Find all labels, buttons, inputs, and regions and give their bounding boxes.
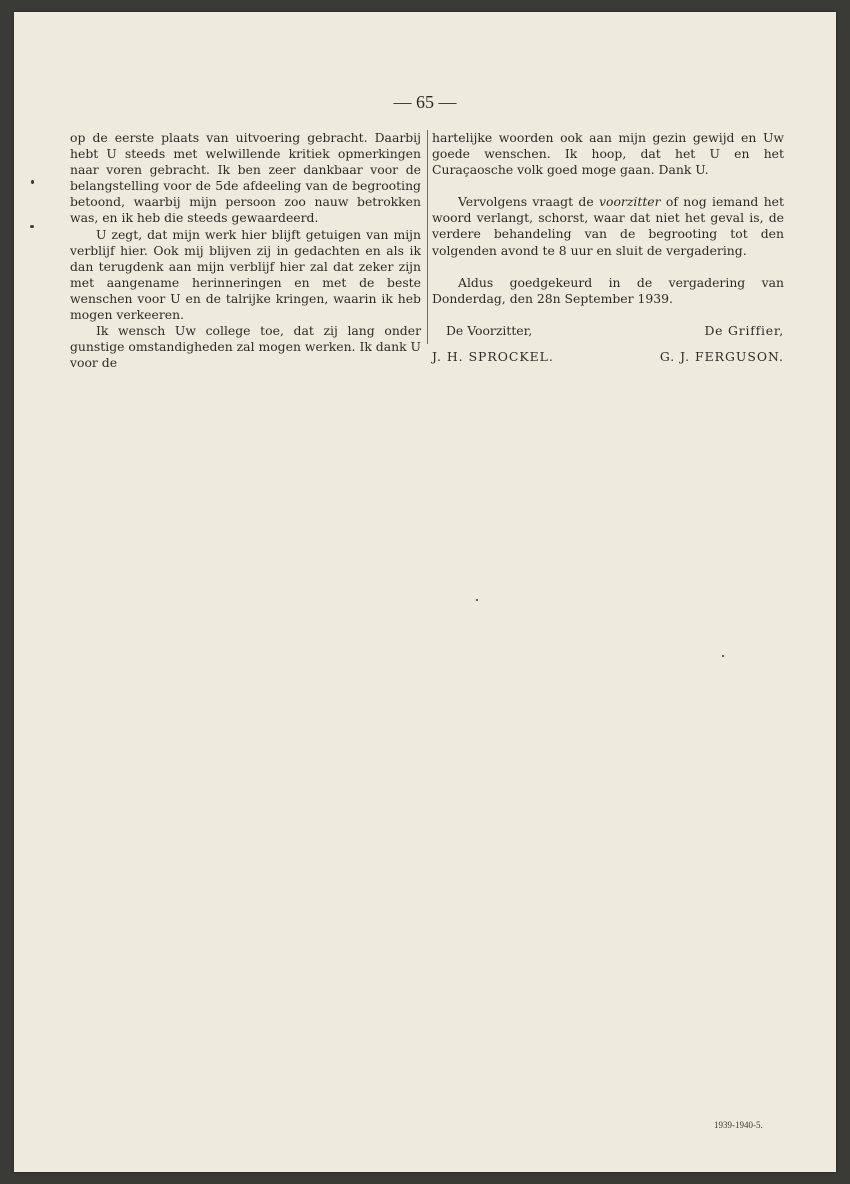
left-paragraph-2: U zegt, dat mijn werk hier blijft getuigen van mijn verblijf hier. Ook mij blijven zij in gedachten en als ik dan terugdenk aan mijn verblijf hier zal dat zeker zijn met aangename herinneringen en met de beste wenschen voor U en de talrijke kringen, waarin ik heb mogen verkeeren.: [70, 226, 421, 323]
footer-code: 1939-1940-5.: [714, 1120, 763, 1130]
right-paragraph-1: hartelijke woorden ook aan mijn gezin gewijd en Uw goede wenschen. Ik hoop, dat het U en het Curaçaosche volk goed moge gaan. Dank U.: [432, 130, 784, 178]
paper-speck: [31, 180, 34, 184]
signature-titles: [432, 323, 784, 339]
right-paragraph-3: Aldus goedgekeurd in de vergadering van Donderdag, den 28n September 1939.: [432, 274, 784, 306]
column-divider: [427, 130, 428, 344]
chair-name: J. H. SPROCKEL.: [432, 348, 554, 364]
closing-text-after: of nog iemand het woord verlangt, schorst, waar dat niet het geval is, de verdere behandeling van de begrooting tot den volgenden avond te 8 uur en sluit de vergadering.: [432, 194, 784, 258]
document-page: [14, 12, 836, 1172]
clerk-title: De Griffier,: [704, 322, 784, 338]
paper-speck: [476, 599, 478, 601]
left-paragraph-3: Ik wensch Uw college toe, dat zij lang onder gunstige omstandigheden zal mogen werken. Ik dank U voor de: [70, 323, 421, 371]
left-column: [70, 130, 421, 371]
chair-title: De Voorzitter,: [446, 322, 533, 338]
left-paragraph-1: op de eerste plaats van uitvoering gebracht. Daarbij hebt U steeds met welwillende kritiek opmerkingen naar voren gebracht. Ik ben zeer dankbaar voor de belangstelling voor de 5de afdeeling van de begrooting betoond, waarbij mijn persoon zoo nauw betrokken was, en ik heb die steeds gewaardeerd.: [70, 130, 421, 226]
clerk-name: G. J. FERGUSON.: [659, 348, 784, 364]
paper-speck: [722, 655, 724, 657]
page-number: — 65 —: [393, 92, 457, 112]
paper-speck: [30, 225, 34, 228]
signature-names: [432, 349, 784, 365]
right-paragraph-2: [432, 194, 784, 258]
right-column: [432, 130, 784, 365]
closing-text-before: Vervolgens vraagt de: [458, 194, 599, 210]
voorzitter-emphasis: voorzitter: [599, 194, 661, 210]
